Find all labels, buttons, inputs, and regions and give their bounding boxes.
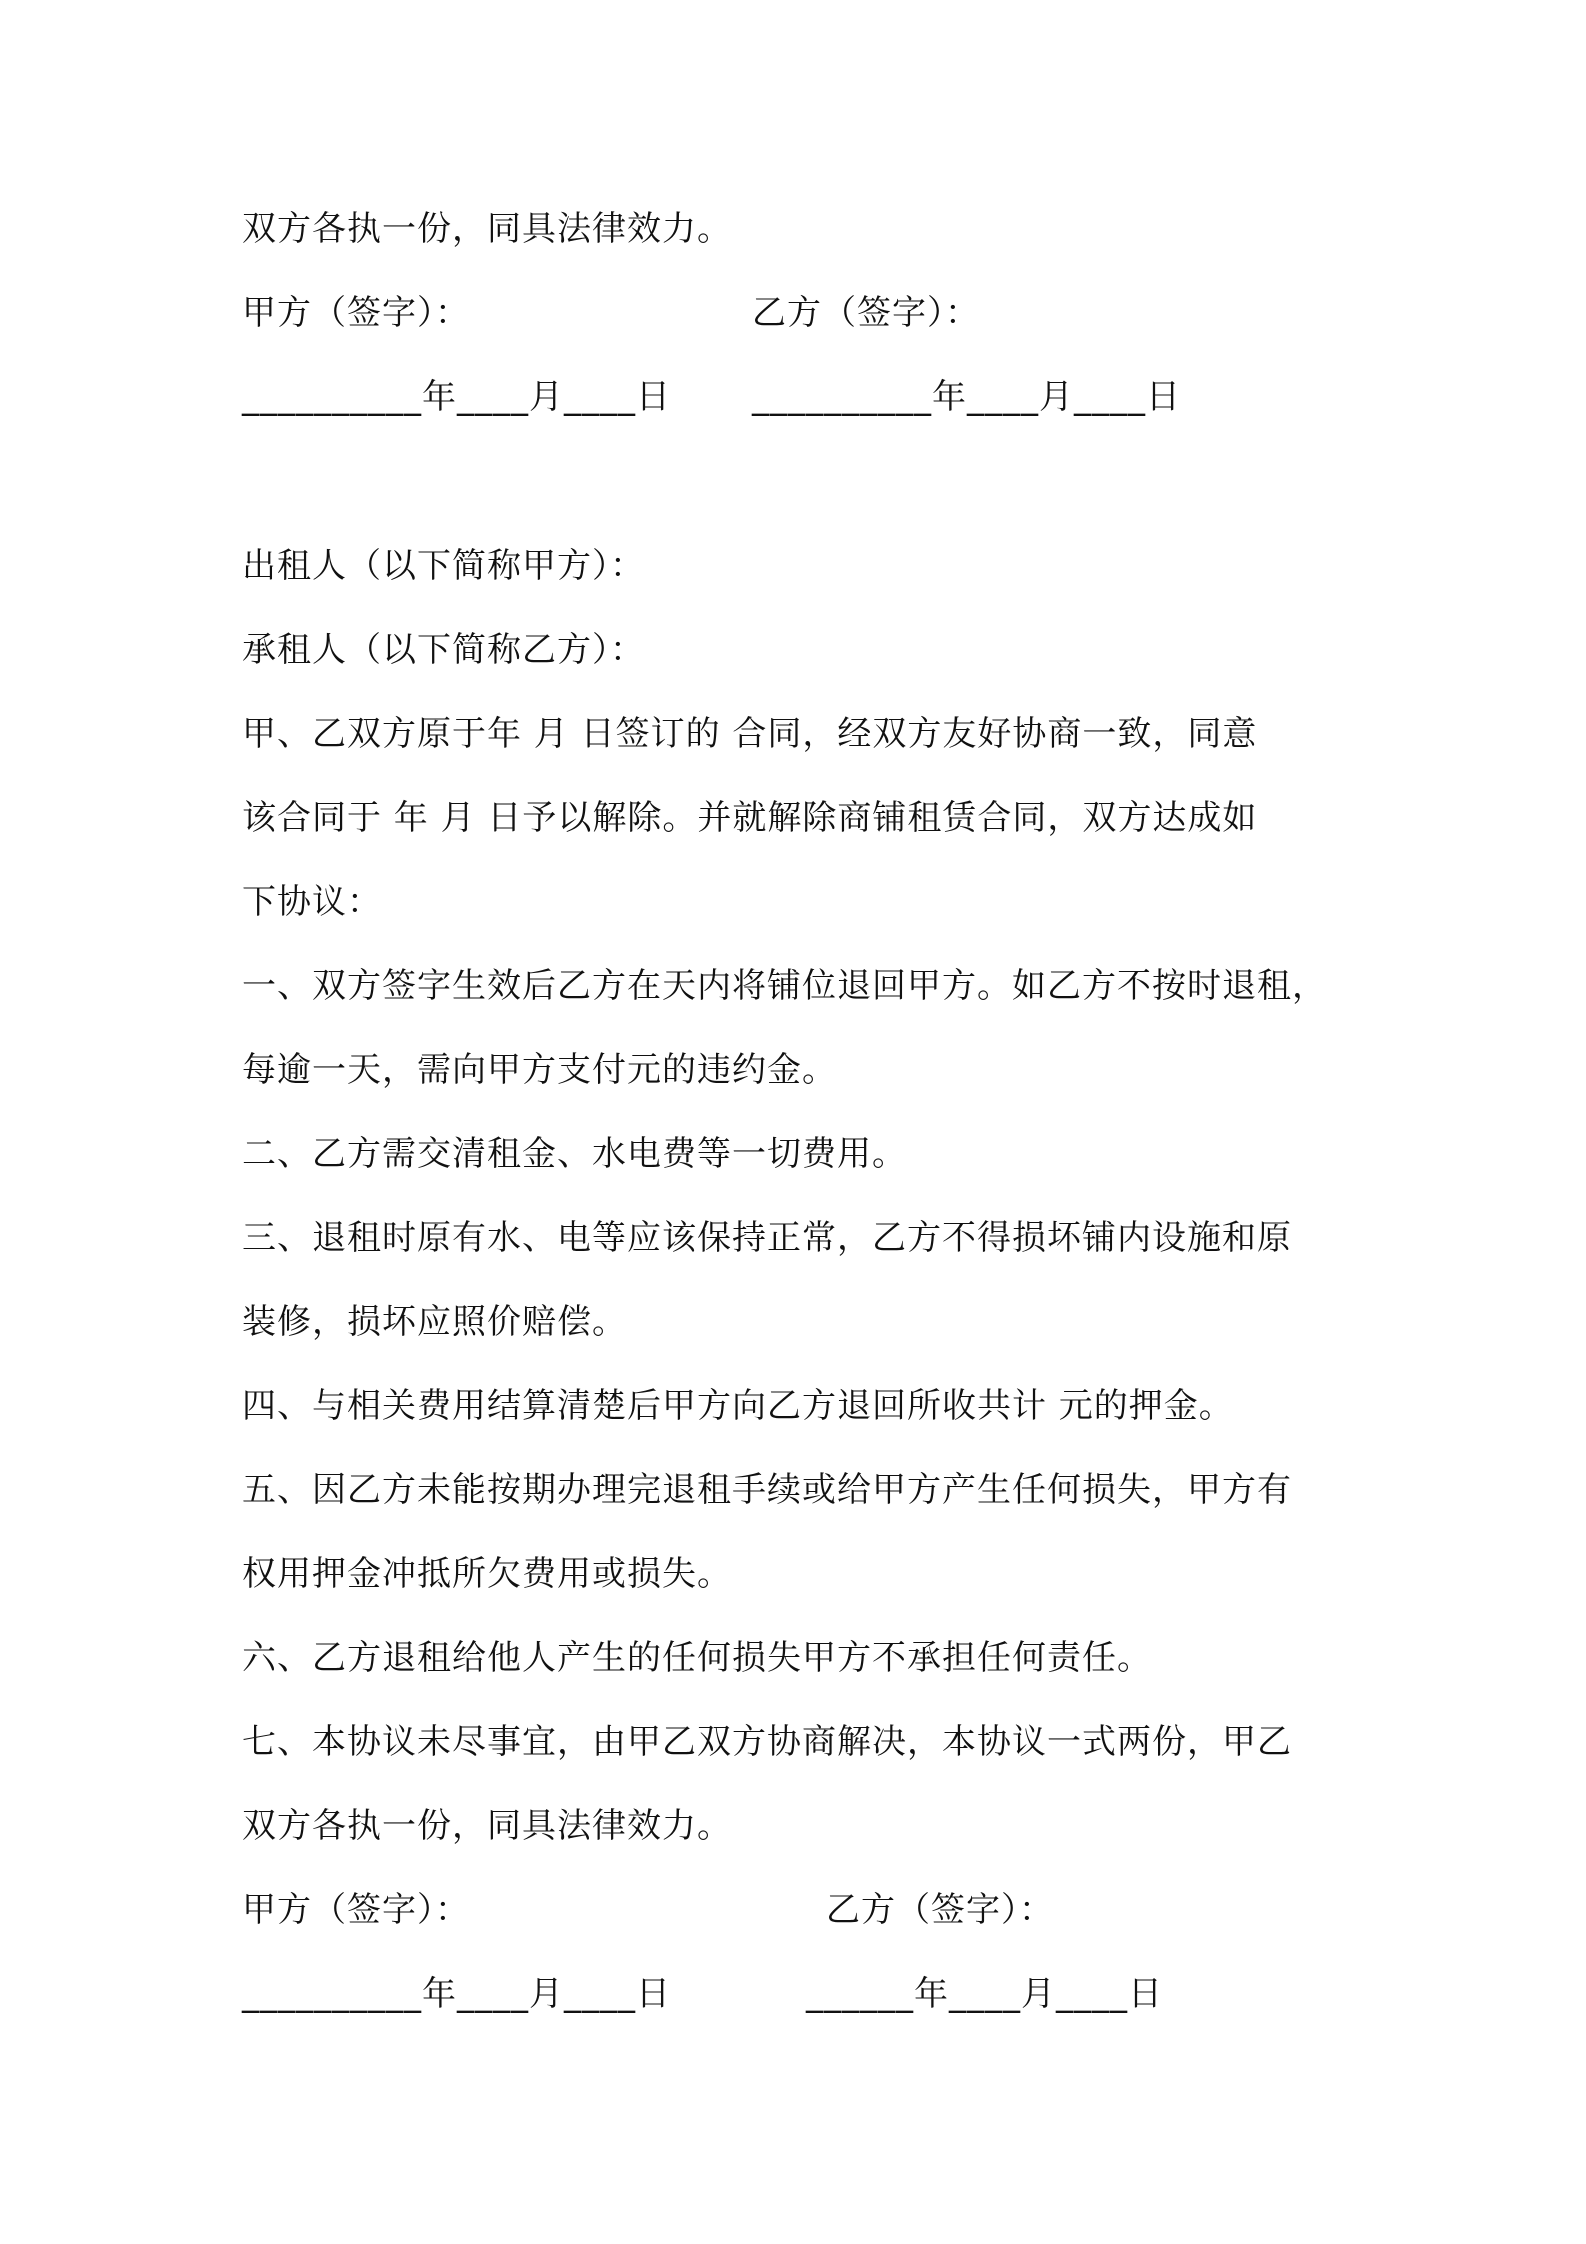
clause-line: 五、因乙方未能按期办理完退租手续或给甲方产生任何损失，甲方有	[242, 1470, 1292, 1510]
sign-party-b: 乙方（签字）：	[826, 1890, 1054, 1930]
date-row	[242, 1971, 1372, 2017]
clause-line: 权用押金冲抵所欠费用或损失。	[242, 1554, 732, 1594]
prev-sign-party-b: 乙方（签字）：	[752, 293, 980, 333]
prev-sign-party-a: 甲方（签字）：	[242, 293, 470, 333]
clause-line: 三、退租时原有水、电等应该保持正常，乙方不得损坏铺内设施和原	[242, 1218, 1292, 1258]
clause-line: 双方各执一份，同具法律效力。	[242, 1806, 732, 1846]
prev-signature-row	[242, 290, 1372, 336]
prev-date-party-a: __________年____月____日	[242, 377, 671, 417]
sign-party-a: 甲方（签字）：	[242, 1890, 470, 1930]
clause-line: 二、乙方需交清租金、水电费等一切费用。	[242, 1134, 907, 1174]
date-party-a: __________年____月____日	[242, 1974, 671, 2014]
clause-line: 一、双方签字生效后乙方在天内将铺位退回甲方。如乙方不按时退租，	[242, 966, 1327, 1006]
signature-row	[242, 1887, 1372, 1933]
clause-line: 七、本协议未尽事宜，由甲乙双方协商解决，本协议一式两份，甲乙	[242, 1722, 1292, 1762]
lessee-line: 承租人（以下简称乙方）：	[242, 630, 645, 670]
intro-line: 该合同于 年 月 日予以解除。并就解除商铺租赁合同，双方达成如	[242, 798, 1258, 838]
clause-line: 六、乙方退租给他人产生的任何损失甲方不承担任何责任。	[242, 1638, 1152, 1678]
clause-line: 每逾一天，需向甲方支付元的违约金。	[242, 1050, 837, 1090]
clause-line: 四、与相关费用结算清楚后甲方向乙方退回所收共计 元的押金。	[242, 1386, 1234, 1426]
lessor-line: 出租人（以下简称甲方）：	[242, 546, 645, 586]
date-party-b: ______年____月____日	[806, 1974, 1163, 2014]
intro-line: 甲、乙双方原于年 月 日签订的 合同，经双方友好协商一致，同意	[242, 714, 1258, 754]
clause-line: 装修，损坏应照价赔偿。	[242, 1302, 627, 1342]
intro-line: 下协议：	[242, 882, 382, 922]
prev-date-row	[242, 374, 1372, 420]
prev-date-party-b: __________年____月____日	[752, 377, 1181, 417]
prev-tail-line: 双方各执一份，同具法律效力。	[242, 209, 732, 249]
